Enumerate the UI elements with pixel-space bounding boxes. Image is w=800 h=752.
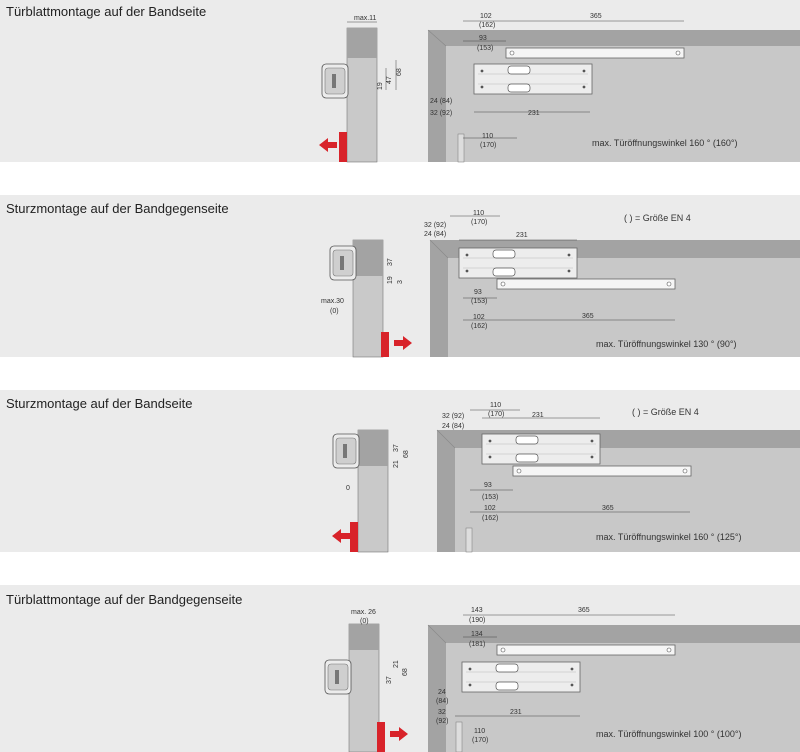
p1-dim-e: 32 (92) xyxy=(430,110,453,117)
p2-dim-a: 110 xyxy=(473,210,485,217)
p1-dim-a2: (162) xyxy=(479,22,496,29)
p3-dim-g: 365 xyxy=(602,505,614,512)
panel-4-side-view xyxy=(325,624,408,752)
p3-side-dim-4: 0 xyxy=(346,485,350,492)
p2-side-dim-1: 37 xyxy=(387,258,394,266)
p2-dim-f: 102 xyxy=(473,314,485,321)
p1-dim-f: 231 xyxy=(528,110,540,117)
panel-2-front-view xyxy=(430,216,800,357)
p4-side-dim-4: 37 xyxy=(386,676,393,684)
p4-side-dim-5: 21 xyxy=(393,660,400,668)
p4-dim-c: 134 xyxy=(471,631,483,638)
p3-note: max. Türöffnungswinkel 160 ° (125°) xyxy=(596,532,742,542)
panel-2-title: Sturzmontage auf der Bandgegenseite xyxy=(6,201,229,216)
p1-side-dim-3: 47 xyxy=(386,76,393,84)
p1-dim-d: 24 (84) xyxy=(430,98,453,105)
p4-dim-f: 231 xyxy=(510,709,522,716)
p4-side-dim-2: (0) xyxy=(360,618,369,625)
p3-dim-d: 24 (84) xyxy=(442,423,465,430)
p3-dim-f2: (162) xyxy=(482,515,499,522)
p2-side-dim-3: 3 xyxy=(397,280,404,284)
p3-side-dim-2: 68 xyxy=(403,450,410,458)
p3-dim-e: 93 xyxy=(484,482,492,489)
p2-dim-c: 32 (92) xyxy=(424,222,447,229)
p2-dim-d: 24 (84) xyxy=(424,231,447,238)
p2-side-dim-2: 19 xyxy=(387,276,394,284)
panel-4-title: Türblattmontage auf der Bandgegenseite xyxy=(6,592,243,607)
p3-side-dim-3: 21 xyxy=(393,460,400,468)
panel-3-title: Sturzmontage auf der Bandseite xyxy=(6,396,193,411)
p4-dim-e2: (92) xyxy=(436,718,449,725)
p4-dim-d2: (84) xyxy=(436,698,449,705)
p3-dim-e2: (153) xyxy=(482,494,499,501)
p4-dim-e: 32 xyxy=(438,709,446,716)
p2-size-note: ( ) = Größe EN 4 xyxy=(624,213,691,223)
p3-size-note: ( ) = Größe EN 4 xyxy=(632,407,699,417)
p1-side-dim-1: max.11 xyxy=(354,15,377,22)
p2-dim-f2: (162) xyxy=(471,323,488,330)
p3-dim-a: 110 xyxy=(490,402,502,409)
p2-note: max. Türöffnungswinkel 130 ° (90°) xyxy=(596,339,737,349)
p1-dim-a: 102 xyxy=(480,13,492,20)
p1-dim-c2: (153) xyxy=(477,45,494,52)
p4-dim-a: 143 xyxy=(471,607,483,614)
p2-dim-g: 365 xyxy=(582,313,594,320)
p4-side-dim-3: 68 xyxy=(402,668,409,676)
p4-dim-a2: (190) xyxy=(469,617,486,624)
p2-dim-a2: (170) xyxy=(471,219,488,226)
p2-dim-e: 93 xyxy=(474,289,482,296)
p3-dim-c: 32 (92) xyxy=(442,413,465,420)
p4-dim-d: 24 xyxy=(438,689,446,696)
panel-1-title: Türblattmontage auf der Bandseite xyxy=(6,4,207,19)
p3-dim-a2: (170) xyxy=(488,411,505,418)
p2-side-dim-4: max.30 xyxy=(321,298,344,305)
panel-1-side-view xyxy=(319,22,396,162)
p4-side-dim-1: max. 26 xyxy=(351,609,376,616)
p3-dim-b: 231 xyxy=(532,412,544,419)
p4-dim-g: 110 xyxy=(474,728,486,735)
p3-side-dim-1: 37 xyxy=(393,444,400,452)
panel-3-side-view xyxy=(332,430,388,552)
p3-dim-f: 102 xyxy=(484,505,496,512)
p1-note: max. Türöffnungswinkel 160 ° (160°) xyxy=(592,138,738,148)
p2-dim-b: 231 xyxy=(516,232,528,239)
p4-dim-g2: (170) xyxy=(472,737,489,744)
panel-3-front-view xyxy=(437,410,800,552)
p2-dim-e2: (153) xyxy=(471,298,488,305)
p1-dim-b: 365 xyxy=(590,13,602,20)
p4-dim-c2: (181) xyxy=(469,641,486,648)
p1-dim-c: 93 xyxy=(479,35,487,42)
p1-side-dim-4: 19 xyxy=(377,82,384,90)
door-leaf-red xyxy=(339,132,347,162)
p1-dim-g2: (170) xyxy=(480,142,497,149)
p4-dim-b: 365 xyxy=(578,607,590,614)
p1-dim-g: 110 xyxy=(482,133,494,140)
p1-side-dim-2: 68 xyxy=(396,68,403,76)
p4-note: max. Türöffnungswinkel 100 ° (100°) xyxy=(596,729,742,739)
p2-side-dim-5: (0) xyxy=(330,308,339,315)
